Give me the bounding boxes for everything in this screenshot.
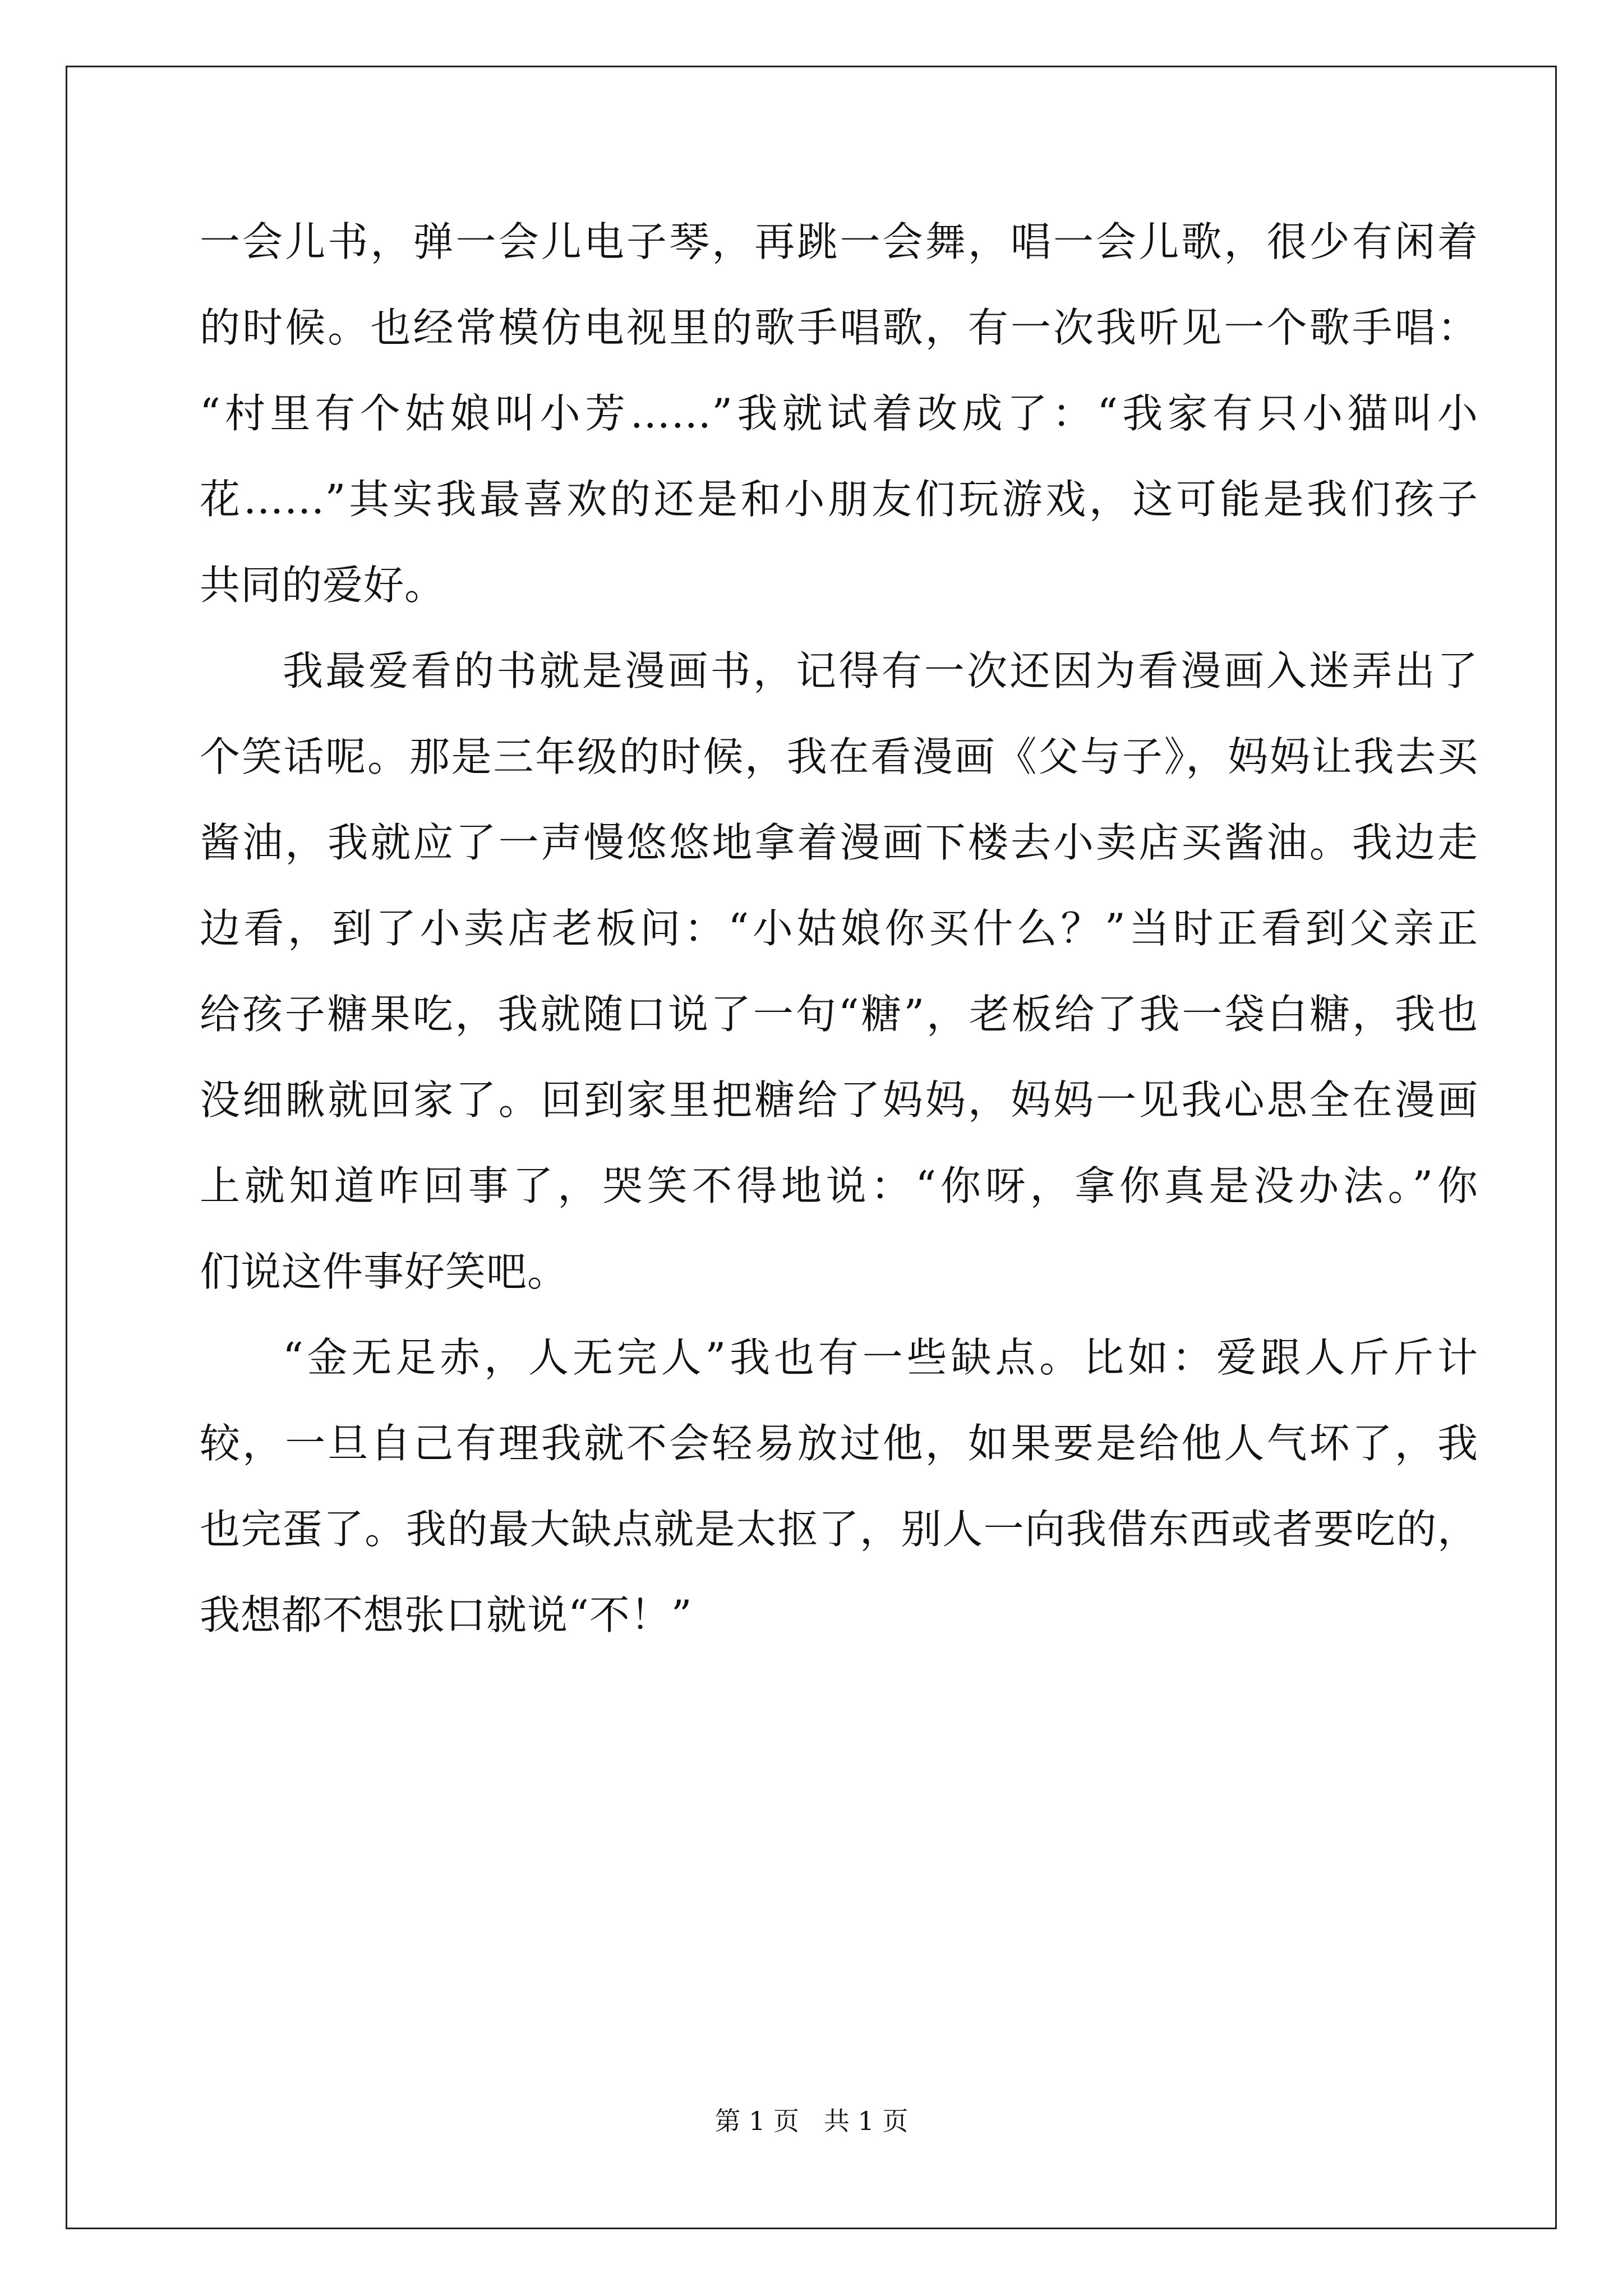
document-body — [200, 199, 1478, 1658]
page-number-footer: 第 1 页 共 1 页 — [714, 2106, 909, 2136]
text-line: “村里有个姑娘叫小芳……”我就试着改成了：“我家有只小猫叫小 — [200, 390, 1478, 437]
paragraph-start-line: “金无足赤，人无完人”我也有一些缺点。比如：爱跟人斤斤计 — [283, 1334, 1478, 1381]
text-line: 们说这件事好笑吧。 — [200, 1248, 569, 1295]
text-line: 我想都不想张口就说“不！” — [200, 1591, 693, 1639]
text-line: 也完蛋了。我的最大缺点就是太抠了，别人一向我借东西或者要吃的， — [200, 1506, 1478, 1553]
text-line: 给孩子糖果吃，我就随口说了一句“糖”，老板给了我一袋白糖，我也 — [200, 991, 1478, 1038]
text-line: 边看，到了小卖店老板问：“小姑娘你买什么？”当时正看到父亲正 — [200, 905, 1478, 952]
text-line: 没细瞅就回家了。回到家里把糖给了妈妈，妈妈一见我心思全在漫画 — [200, 1076, 1478, 1124]
text-line: 较，一旦自己有理我就不会轻易放过他，如果要是给他人气坏了，我 — [200, 1420, 1478, 1467]
text-line: 的时候。也经常模仿电视里的歌手唱歌，有一次我听见一个歌手唱： — [200, 304, 1478, 351]
text-line: 上就知道咋回事了，哭笑不得地说：“你呀，拿你真是没办法。”你 — [200, 1162, 1478, 1209]
paragraph-start-line: 我最爱看的书就是漫画书，记得有一次还因为看漫画入迷弄出了 — [283, 647, 1478, 694]
text-line: 花……”其实我最喜欢的还是和小朋友们玩游戏，这可能是我们孩子 — [200, 476, 1478, 523]
text-line: 一会儿书，弹一会儿电子琴，再跳一会舞，唱一会儿歌，很少有闲着 — [200, 218, 1478, 265]
text-line: 共同的爱好。 — [200, 562, 446, 609]
text-line: 酱油，我就应了一声慢悠悠地拿着漫画下楼去小卖店买酱油。我边走 — [200, 819, 1478, 866]
text-line: 个笑话呢。那是三年级的时候，我在看漫画《父与子》，妈妈让我去买 — [200, 733, 1478, 780]
